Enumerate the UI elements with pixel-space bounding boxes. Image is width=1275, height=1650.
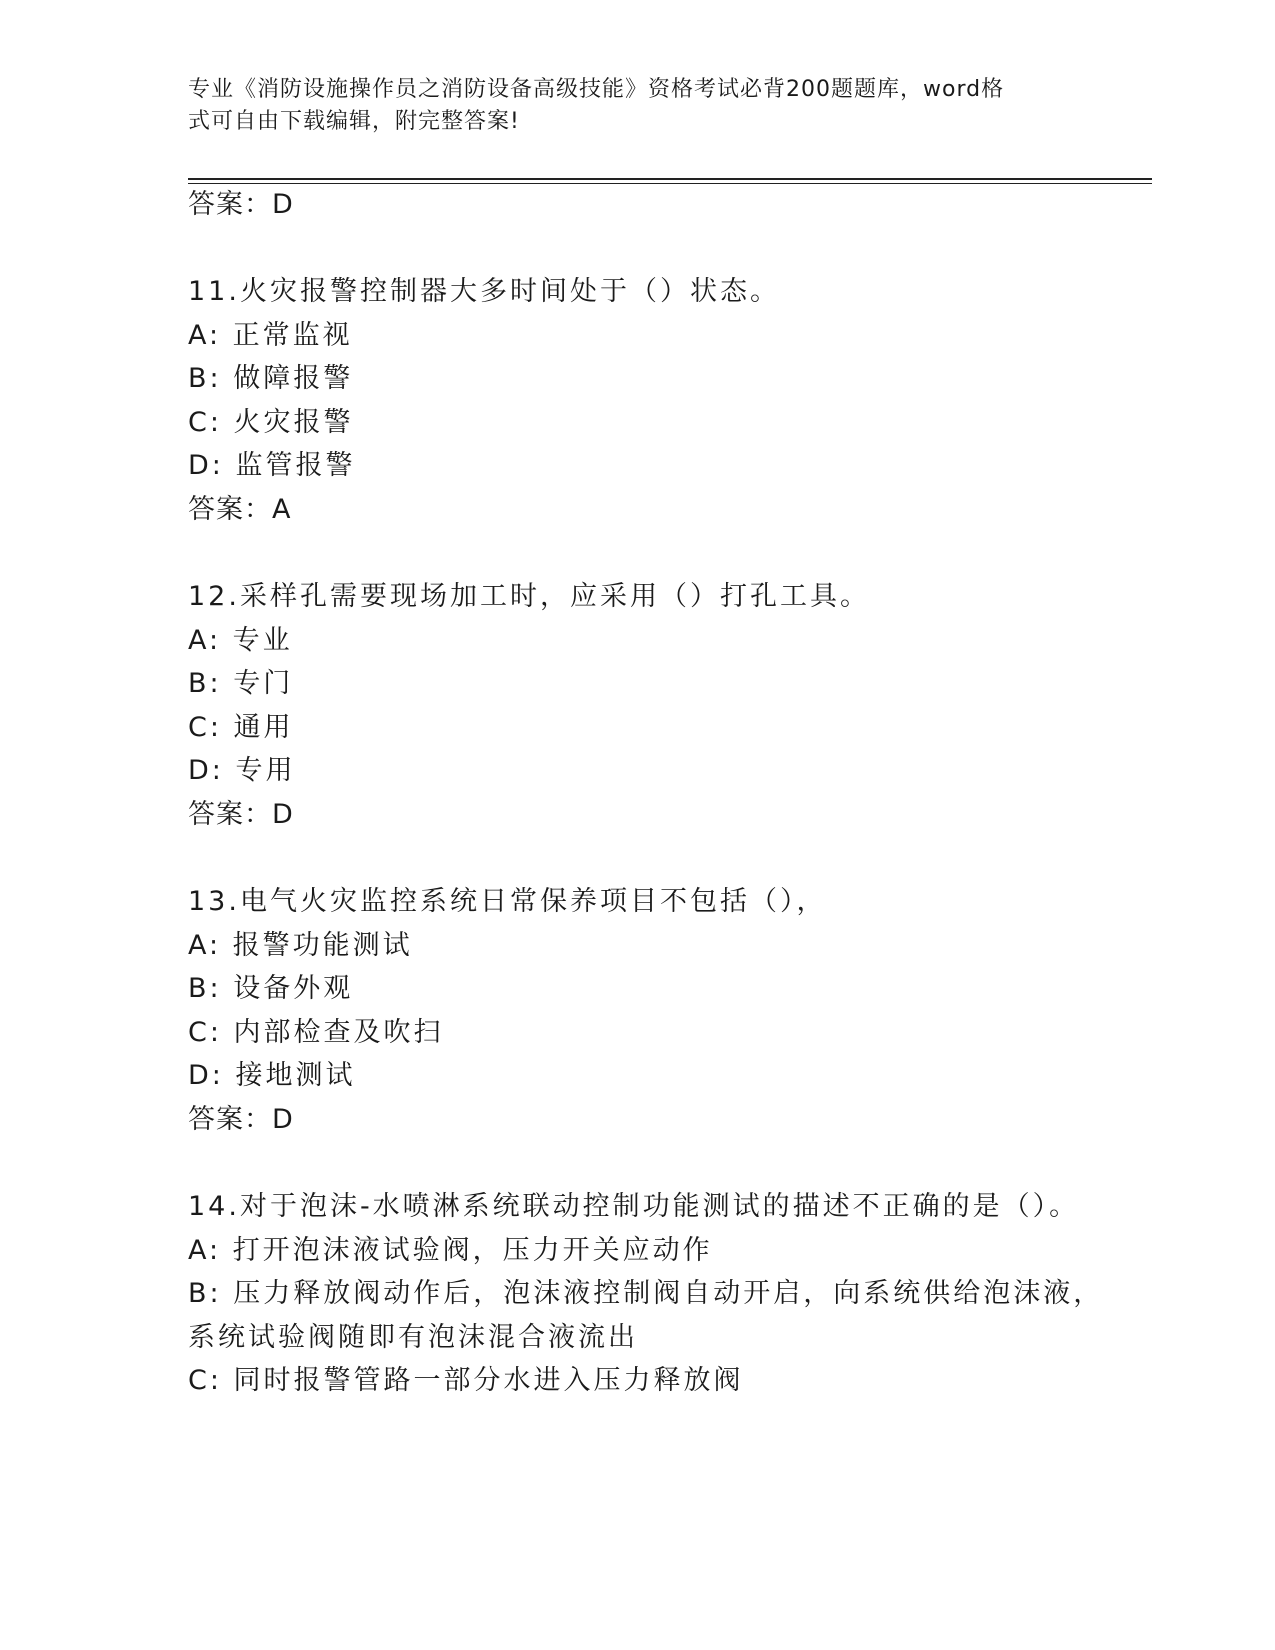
question-13-option-d: D: 接地测试 <box>188 1060 356 1091</box>
header-divider-thick <box>188 178 1152 180</box>
question-11-option-b: B: 做障报警 <box>188 363 354 394</box>
question-12-option-c: C: 通用 <box>188 712 294 743</box>
header-line-2: 式可自由下载编辑，附完整答案! <box>188 109 520 134</box>
question-11-stem: 11.火灾报警控制器大多时间处于（）状态。 <box>188 276 780 307</box>
question-14-option-b: B: 压力释放阀动作后，泡沫液控制阀自动开启，向系统供给泡沫液， <box>188 1278 1104 1309</box>
question-14-option-a: A: 打开泡沫液试验阀，压力开关应动作 <box>188 1235 713 1266</box>
question-13-option-a: A: 报警功能测试 <box>188 930 413 961</box>
question-13-option-b: B: 设备外观 <box>188 973 354 1004</box>
question-13-answer: 答案：D <box>188 1104 294 1135</box>
question-11-answer: 答案：A <box>188 494 292 525</box>
question-14-option-c: C: 同时报警管路一部分水进入压力释放阀 <box>188 1365 744 1396</box>
question-13-option-c: C: 内部检查及吹扫 <box>188 1017 444 1048</box>
previous-answer: 答案：D <box>188 189 294 220</box>
question-11-option-a: A: 正常监视 <box>188 320 353 351</box>
question-11-option-c: C: 火灾报警 <box>188 407 354 438</box>
question-14-stem: 14.对于泡沫-水喷淋系统联动控制功能测试的描述不正确的是（）。 <box>188 1191 1080 1222</box>
question-13-stem: 13.电气火灾监控系统日常保养项目不包括（）， <box>188 886 827 917</box>
question-12-option-b: B: 专门 <box>188 668 294 699</box>
header-divider-thin <box>188 183 1152 184</box>
question-12-stem: 12.采样孔需要现场加工时，应采用（）打孔工具。 <box>188 581 870 612</box>
question-12-answer: 答案：D <box>188 799 294 830</box>
question-14-option-b-continued: 系统试验阀随即有泡沫混合液流出 <box>188 1322 638 1353</box>
header-line-1: 专业《消防设施操作员之消防设备高级技能》资格考试必背200题题库，word格 <box>188 77 1005 102</box>
document-header <box>188 74 1068 138</box>
question-12-option-a: A: 专业 <box>188 625 293 656</box>
question-12-option-d: D: 专用 <box>188 755 296 786</box>
question-11-option-d: D: 监管报警 <box>188 450 356 481</box>
